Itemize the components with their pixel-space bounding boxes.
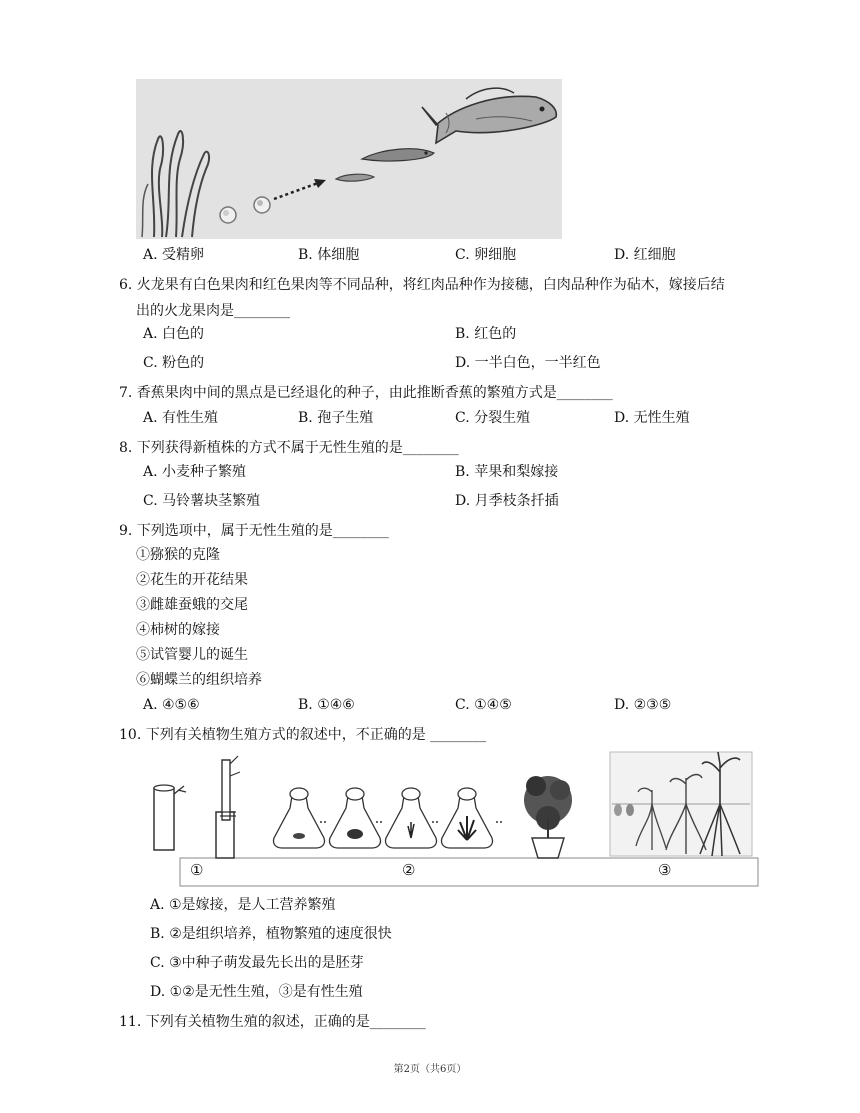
q5-option-d[interactable]: D. 红细胞: [614, 247, 676, 263]
q7-option-d[interactable]: D. 无性生殖: [614, 410, 690, 426]
q9-item-4: ④柿树的嫁接: [136, 622, 220, 638]
q7-option-c[interactable]: C. 分裂生殖: [455, 410, 531, 426]
plant-reproduction-figure: [140, 750, 760, 888]
q10-figure-label-1: ①: [190, 861, 204, 879]
q7-option-a[interactable]: A. 有性生殖: [143, 410, 219, 426]
q10-option-d[interactable]: D. ①②是无性生殖，③是有性生殖: [150, 984, 363, 1000]
q8-option-b[interactable]: B. 苹果和梨嫁接: [455, 464, 559, 480]
q8-option-c[interactable]: C. 马铃薯块茎繁殖: [143, 493, 261, 509]
q7-stem: 7. 香蕉果肉中间的黑点是已经退化的种子，由此推断香蕉的繁殖方式是________: [119, 385, 613, 401]
q9-stem: 9. 下列选项中，属于无性生殖的是________: [119, 523, 389, 539]
page-footer: 第2页（共6页）: [393, 1064, 467, 1075]
q5-option-a[interactable]: A. 受精卵: [143, 247, 205, 263]
fish-development-image: [136, 79, 562, 239]
q11-stem: 11. 下列有关植物生殖的叙述，正确的是________: [119, 1014, 426, 1030]
q9-item-1: ①猕猴的克隆: [136, 547, 220, 563]
q5-option-b[interactable]: B. 体细胞: [298, 247, 360, 263]
fish-development-figure: [136, 79, 562, 239]
q5-option-c[interactable]: C. 卵细胞: [455, 247, 517, 263]
q10-stem: 10. 下列有关植物生殖方式的叙述中，不正确的是 ________: [119, 727, 487, 743]
q10-option-a[interactable]: A. ①是嫁接，是人工营养繁殖: [150, 897, 336, 913]
q9-item-5: ⑤试管婴儿的诞生: [136, 647, 248, 663]
q10-option-b[interactable]: B. ②是组织培养，植物繁殖的速度很快: [150, 926, 392, 942]
q9-option-a[interactable]: A. ④⑤⑥: [143, 697, 200, 713]
q8-option-d[interactable]: D. 月季枝条扦插: [455, 493, 559, 509]
q9-option-b[interactable]: B. ①④⑥: [298, 697, 355, 713]
q10-figure-label-2: ②: [402, 861, 416, 879]
q9-item-3: ③雌雄蚕蛾的交尾: [136, 597, 248, 613]
q8-stem: 8. 下列获得新植株的方式不属于无性生殖的是________: [119, 440, 459, 456]
q6-stem-line1: 6. 火龙果有白色果肉和红色果肉等不同品种，将红肉品种作为接穗，白肉品种作为砧木，嫁接后结: [119, 277, 725, 293]
q7-option-b[interactable]: B. 孢子生殖: [298, 410, 374, 426]
q9-item-2: ②花生的开花结果: [136, 572, 248, 588]
q9-option-d[interactable]: D. ②③⑤: [614, 697, 672, 713]
q6-option-d[interactable]: D. 一半白色，一半红色: [455, 355, 601, 371]
q6-option-a[interactable]: A. 白色的: [143, 326, 205, 342]
q9-item-6: ⑥蝴蝶兰的组织培养: [136, 672, 262, 688]
q8-option-a[interactable]: A. 小麦种子繁殖: [143, 464, 247, 480]
q10-figure-label-3: ③: [658, 861, 672, 879]
q6-stem-line2: 出的火龙果肉是________: [136, 303, 290, 319]
q6-option-c[interactable]: C. 粉色的: [143, 355, 205, 371]
q6-option-b[interactable]: B. 红色的: [455, 326, 517, 342]
q9-option-c[interactable]: C. ①④⑤: [455, 697, 512, 713]
q10-option-c[interactable]: C. ③中种子萌发最先长出的是胚芽: [150, 955, 364, 971]
